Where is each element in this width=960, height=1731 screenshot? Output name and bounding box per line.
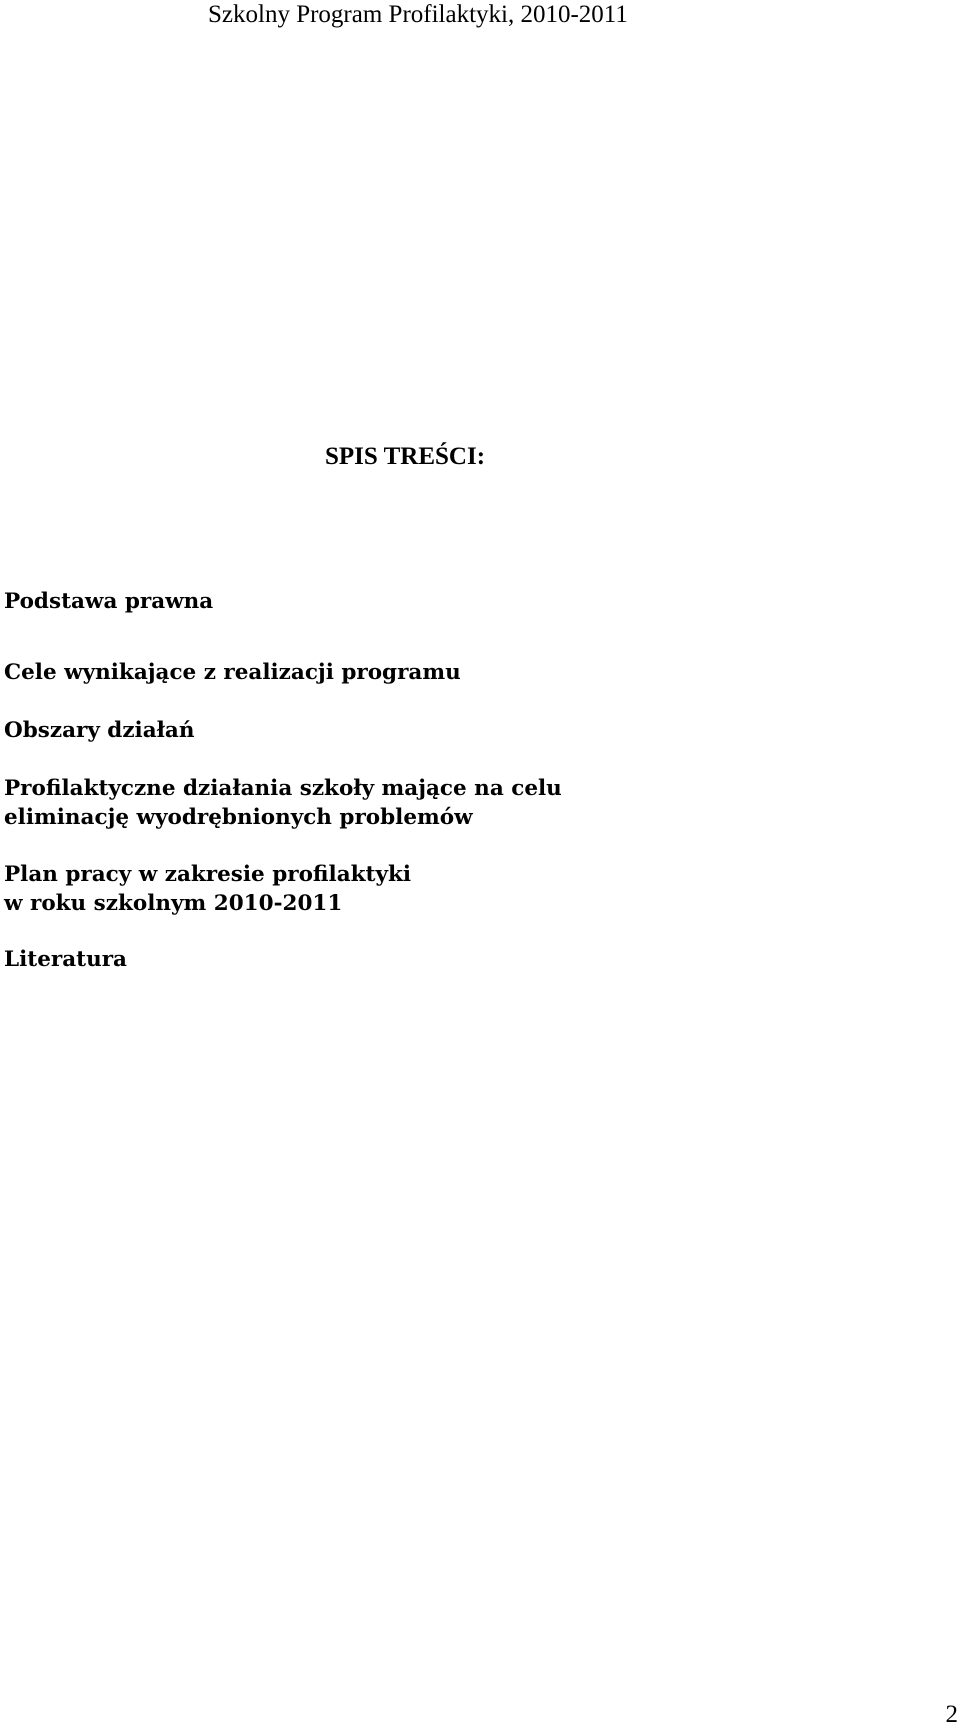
toc-item-literatura (4, 945, 127, 974)
page-number: 2 (945, 1701, 958, 1728)
toc-item-line: Cele wynikające z realizacji programu (4, 660, 461, 685)
toc-title: SPIS TREŚCI: (325, 443, 486, 470)
toc-item-profilaktyczne-dzialania (4, 774, 562, 832)
toc-item-line: Plan pracy w zakresie profilaktyki (4, 862, 412, 887)
toc-item-obszary-dzialan (4, 716, 195, 745)
toc-item-cele (4, 658, 461, 687)
toc-item-plan-pracy (4, 860, 411, 918)
toc-item-line: w roku szkolnym 2010-2011 (4, 891, 343, 916)
toc-item-podstawa-prawna (4, 587, 213, 616)
toc-item-line: Podstawa prawna (4, 589, 214, 614)
toc-item-line: Obszary działań (4, 718, 195, 743)
toc-item-line: eliminację wyodrębnionych problemów (4, 805, 473, 830)
toc-item-line: Literatura (4, 947, 127, 972)
toc-item-line: Profilaktyczne działania szkoły mające na celu (4, 776, 562, 801)
running-header: Szkolny Program Profilaktyki, 2010-2011 (208, 1, 628, 28)
